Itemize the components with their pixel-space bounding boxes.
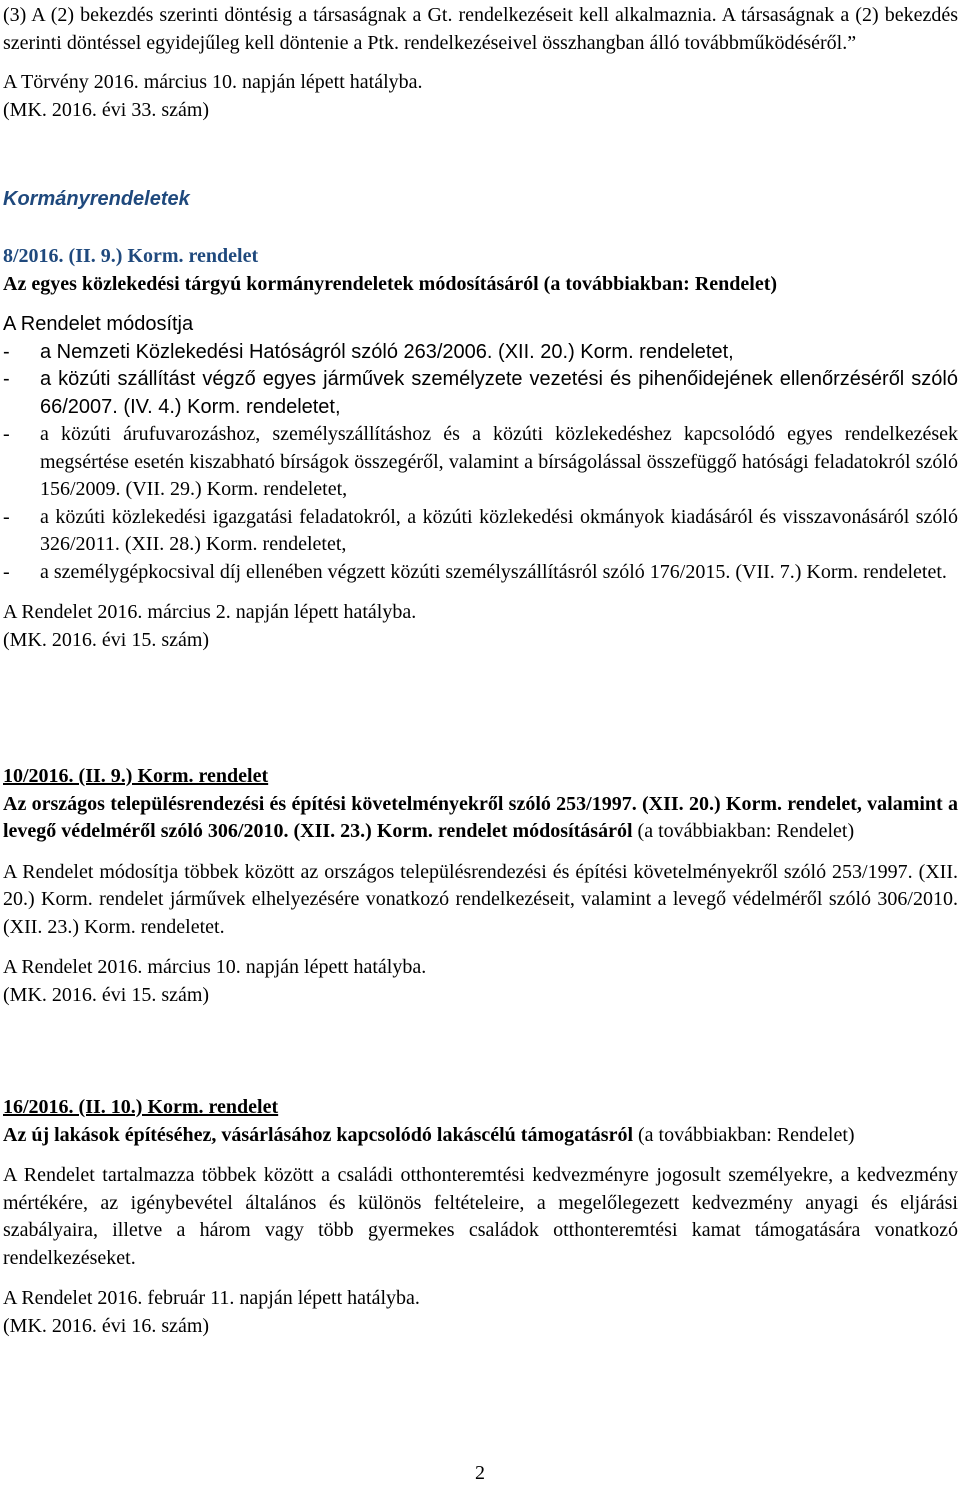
- decree-1-title: Az egyes közlekedési tárgyú kormányrendeletek módosításáról (a továbbiakban: Rendelet): [3, 272, 778, 295]
- decree-3-effective-date: A Rendelet 2016. február 11. napján lépett hatályba.: [3, 1287, 420, 1309]
- decree-1-effective-date: A Rendelet 2016. március 2. napján lépett hatályba.: [3, 601, 417, 623]
- list-item: - a személygépkocsival díj ellenében végzett közúti személyszállításról szóló 176/2015. (VII. 7.) Korm. rendeletet.: [3, 559, 958, 587]
- decree-2-effective-date: A Rendelet 2016. március 10. napján lépett hatályba.: [3, 956, 427, 978]
- decree-1: [3, 243, 958, 654]
- list-item: - a közúti árufuvarozáshoz, személyszállításhoz és a közúti közlekedéshez kapcsolódó egyes rendelkezések megsértése esetén kiszabható bírságok összegéről, valamint a bírságolással összefüggő hatósági feladatokról szóló 156/2009. (VII. 29.) Korm. rendeletet,: [3, 421, 958, 504]
- decree-2-title-plain: (a továbbiakban: Rendelet): [632, 820, 855, 842]
- decree-1-intro: A Rendelet módosítja: [3, 313, 194, 335]
- decree-2-title-bold: Az országos településrendezési és építési követelményekről szóló 253/1997. (XII. 20.) Korm. rendelet, valamint a levegő védelméről szóló 306/2010. (XII. 23.) Korm. rendelet módosításáról: [3, 792, 958, 842]
- decree-3-title-plain: (a továbbiakban: Rendelet): [633, 1123, 855, 1146]
- decree-3-title-bold: Az új lakások építéséhez, vásárlásához kapcsolódó lakáscélú támogatásról: [3, 1123, 633, 1146]
- list-item: - a közúti közlekedési igazgatási feladatokról, a közúti közlekedési okmányok kiadásáról és visszavonásáról szóló 326/2011. (XII. 28.) Korm. rendeletet,: [3, 504, 958, 559]
- decree-1-list: [3, 339, 958, 587]
- decree-3: [3, 1094, 958, 1340]
- intro-block: [3, 2, 958, 124]
- decree-3-body: A Rendelet tartalmazza többek között a családi otthonteremtési kedvezményre jogosult személyekre, a kedvezmény mértékére, az igénybevétel általános és különös feltételeire, a megelőlegezett kedvezmény anyagi és eljárási szabályaira, illetve a három vagy több gyermekes családok otthonteremtési kamat támogatására vonatkozó rendelkezéseket.: [3, 1164, 958, 1269]
- decree-1-source: (MK. 2016. évi 15. szám): [3, 628, 210, 651]
- decree-2-number: 10/2016. (II. 9.) Korm. rendelet: [3, 765, 269, 787]
- decree-3-number: 16/2016. (II. 10.) Korm. rendelet: [3, 1096, 279, 1118]
- list-item: - a közúti szállítást végző egyes járművek személyzete vezetési és pihenőidejének ellenőrzéséről szóló 66/2007. (IV. 4.) Korm. rendeletet,: [3, 366, 958, 421]
- intro-paragraph: (3) A (2) bekezdés szerinti döntésig a társaságnak a Gt. rendelkezéseit kell alkalmaznia. A társaságnak a (2) bekezdés szerinti döntéssel egyidejűleg kell döntenie a Ptk. rendelkezéseivel összhangban álló továbbműködéséről.”: [3, 4, 958, 54]
- section-title: Kormányrendeletek: [3, 188, 190, 210]
- decree-1-number: 8/2016. (II. 9.) Korm. rendelet: [3, 245, 259, 267]
- section-heading-block: [3, 186, 958, 214]
- intro-effective-date: A Törvény 2016. március 10. napján lépett hatályba.: [3, 71, 423, 93]
- decree-2: [3, 763, 958, 1009]
- decree-2-source: (MK. 2016. évi 15. szám): [3, 983, 210, 1006]
- intro-source: (MK. 2016. évi 33. szám): [3, 98, 210, 121]
- list-item: - a Nemzeti Közlekedési Hatóságról szóló 263/2006. (XII. 20.) Korm. rendeletet,: [3, 339, 958, 367]
- decree-2-body: A Rendelet módosítja többek között az országos településrendezési és építési követelményekről szóló 253/1997. (XII. 20.) Korm. rendelet járművek elhelyezésére vonatkozó rendelkezéseit, valamint a levegő védelméről szóló 306/2010. (XII. 23.) Korm. rendeletet.: [3, 860, 958, 938]
- decree-3-title: [3, 1122, 958, 1150]
- decree-3-source: (MK. 2016. évi 16. szám): [3, 1314, 210, 1337]
- decree-2-title: [3, 791, 958, 846]
- page-number: 2: [475, 1462, 485, 1484]
